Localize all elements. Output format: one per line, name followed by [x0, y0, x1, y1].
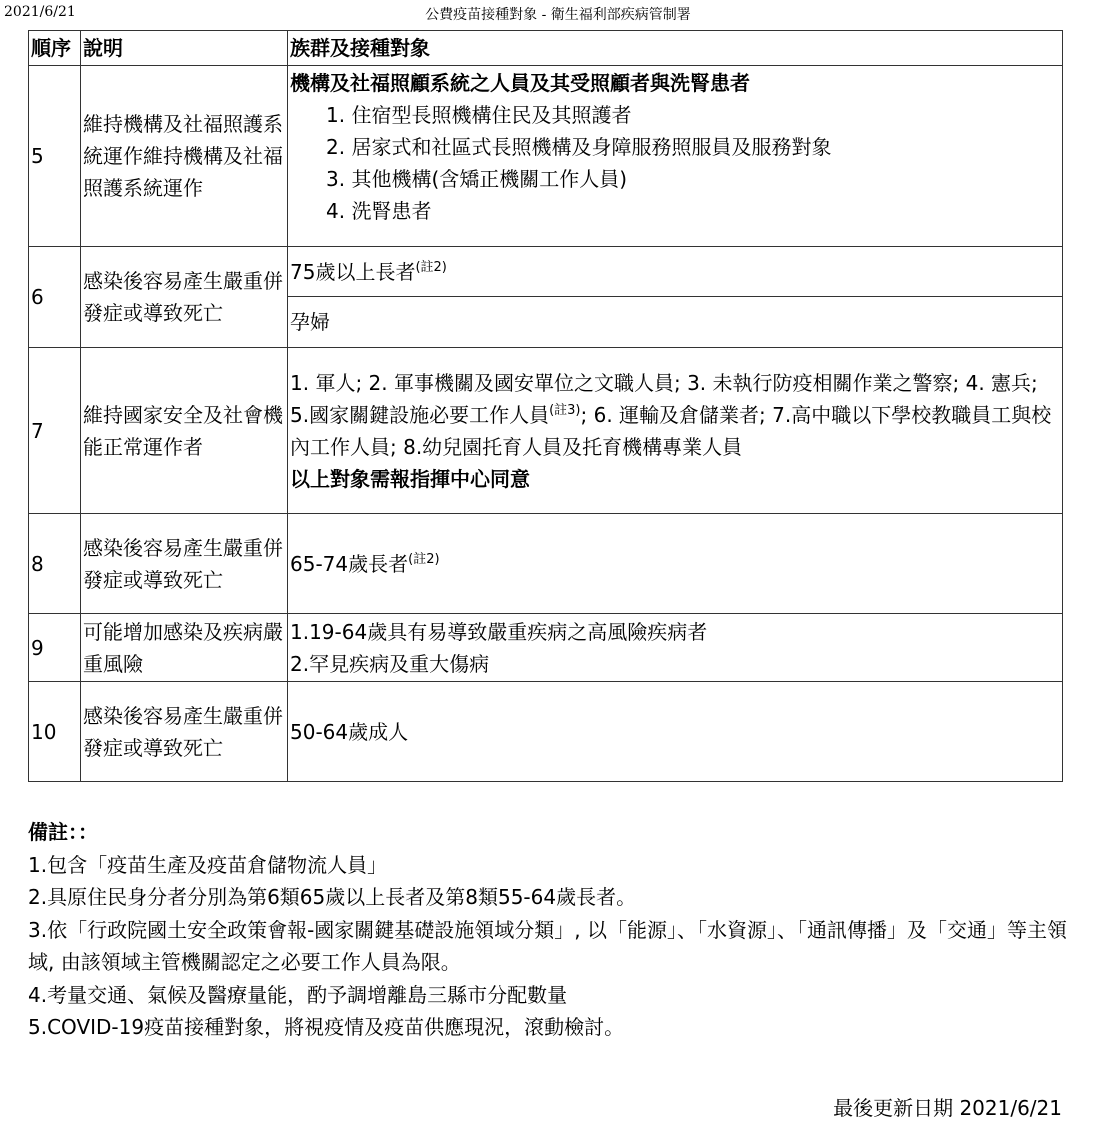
footnote-ref: (註2)	[415, 259, 447, 275]
list-item: 2. 居家式和社區式長照機構及身障服務照服員及服務對象	[326, 135, 832, 159]
row-description: 維持國家安全及社會機能正常運作者	[81, 348, 288, 514]
row-description: 感染後容易產生嚴重併發症或導致死亡	[81, 682, 288, 782]
group-line: 1.19-64歲具有易導致嚴重疾病之高風險疾病者	[290, 619, 708, 644]
group-list	[290, 99, 1060, 227]
row-target-group	[288, 348, 1063, 514]
last-updated: 最後更新日期 2021/6/21	[833, 1096, 1062, 1120]
footnote-ref: (註3)	[549, 402, 581, 418]
row-target-group: 50-64歲成人	[288, 682, 1063, 782]
row-order: 8	[29, 514, 81, 614]
table-header-row	[29, 31, 1063, 66]
list-item: 3. 其他機構(含矯正機關工作人員)	[326, 167, 628, 191]
table-row	[29, 682, 1063, 782]
table-row	[29, 514, 1063, 614]
group-text: 65-74歲長者	[290, 551, 409, 576]
header-order: 順序	[29, 31, 81, 66]
group-text: 75歲以上長者	[290, 259, 416, 284]
note-item: 5.COVID-19疫苗接種對象，將視疫情及疫苗供應現況，滾動檢討。	[28, 1015, 625, 1039]
row-description: 可能增加感染及疾病嚴重風險	[81, 614, 288, 682]
row-order: 5	[29, 66, 81, 247]
print-header	[4, 4, 1112, 24]
note-item: 4.考量交通、氣候及醫療量能，酌予調增離島三縣市分配數量	[28, 982, 568, 1007]
list-item: 4. 洗腎患者	[326, 199, 432, 223]
group-line	[290, 399, 1060, 463]
notes-section	[28, 816, 1068, 1044]
group-line: 2.罕見疾病及重大傷病	[290, 651, 490, 676]
group-text: 5.國家關鍵設施必要工作人員	[290, 402, 550, 427]
header-target-group: 族群及接種對象	[288, 31, 1063, 66]
page-title: 公費疫苗接種對象 - 衛生福利部疾病管制署	[425, 7, 691, 23]
table-row	[29, 66, 1063, 247]
row-order: 6	[29, 247, 81, 348]
row-target-group	[288, 514, 1063, 614]
notes-heading: 備註：：	[28, 820, 98, 844]
table-row	[29, 247, 1063, 297]
list-item: 1. 住宿型長照機構住民及其照護者	[326, 103, 632, 127]
header-description: 說明	[81, 31, 288, 66]
table-row	[29, 348, 1063, 514]
print-date: 2021/6/21	[4, 4, 76, 20]
group-line: 1. 軍人; 2. 軍事機關及國安單位之文職人員; 3. 未執行防疫相關作業之警察; 4. 憲兵;	[290, 370, 1038, 395]
group-text: ; 6. 運輸及倉儲業者; 7.高中職以下學校教職員工與校內工作人員; 8.幼兒園托育人員及托育機構專業人員	[290, 402, 1052, 459]
row-target-group	[288, 247, 1063, 297]
row-order: 10	[29, 682, 81, 782]
table-row	[29, 614, 1063, 682]
row-order: 7	[29, 348, 81, 514]
row-target-group: 孕婦	[288, 297, 1063, 348]
row-description: 維持機構及社福照護系統運作維持機構及社福照護系統運作	[81, 66, 288, 247]
row-description: 感染後容易產生嚴重併發症或導致死亡	[81, 247, 288, 348]
note-item: 2.具原住民身分者分別為第6類65歲以上長者及第8類55-64歲長者。	[28, 885, 637, 909]
group-title: 機構及社福照顧系統之人員及其受照顧者與洗腎患者	[290, 71, 750, 95]
row-target-group	[288, 66, 1063, 247]
note-item: 3.依「行政院國土安全政策會報-國家關鍵基礎設施領域分類」, 以「能源」、「水資源」、「通訊傳播」及「交通」等主領域, 由該領域主管機關認定之必要工作人員為限。	[28, 917, 1068, 974]
footnote-ref: (註2)	[408, 551, 440, 567]
vaccination-priority-table	[28, 30, 1063, 782]
row-description: 感染後容易產生嚴重併發症或導致死亡	[81, 514, 288, 614]
row-order: 9	[29, 614, 81, 682]
note-item: 1.包含「疫苗生產及疫苗倉儲物流人員」	[28, 852, 388, 877]
row-target-group	[288, 614, 1063, 682]
approval-note: 以上對象需報指揮中心同意	[290, 466, 530, 491]
